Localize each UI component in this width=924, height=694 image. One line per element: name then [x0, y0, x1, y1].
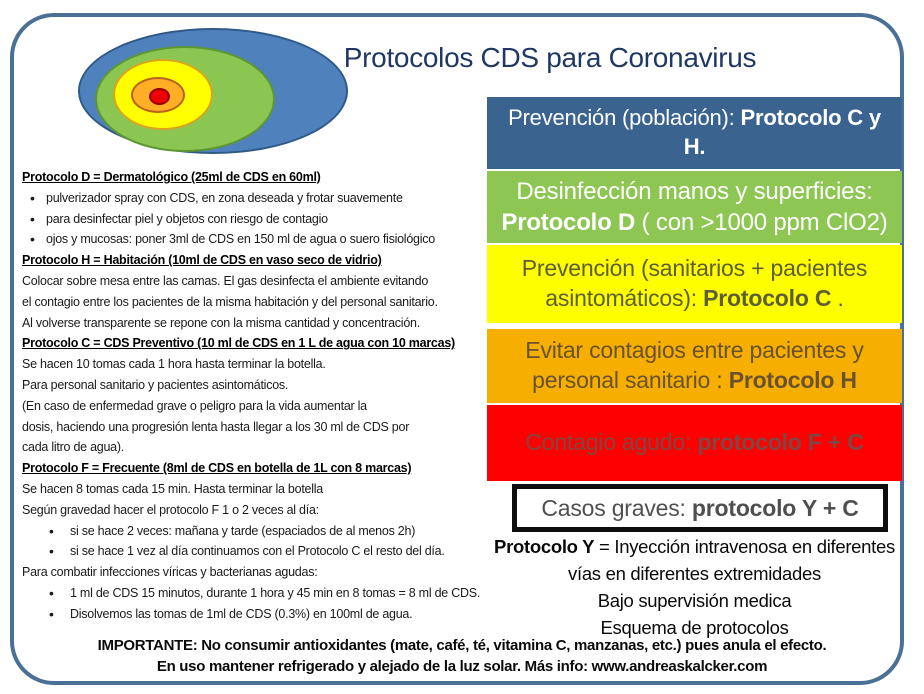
- box-text: Evitar contagios entre pacientes y personal sanitario :: [525, 337, 864, 393]
- box-protocol-label: Protocolo C: [703, 285, 832, 311]
- prevention-sanitary-box: Prevención (sanitarios + pacientes asintomáticos): Protocolo C .: [487, 245, 902, 323]
- protocol-h-text: Colocar sobre mesa entre las camas. El gas desinfecta el ambiente evitando: [22, 273, 429, 288]
- protocol-d-header: Protocolo D = Dermatológico (25ml de CDS en 60ml): [22, 170, 321, 184]
- protocol-h-header: Protocolo H = Habitación (10ml de CDS en vaso seco de vidrio): [22, 253, 382, 268]
- protocol-c-text: cada litro de agua).: [22, 440, 125, 455]
- protocol-c-text: dosis, haciendo una progresión lenta hasta llegar a los 30 ml de CDS por: [22, 419, 410, 434]
- box-text: Prevención (sanitarios + pacientes asintomáticos):: [521, 255, 868, 311]
- protocol-y-note: [487, 533, 902, 641]
- box-protocol-label: Protocolo D: [501, 209, 636, 236]
- acute-contagion-box: [487, 405, 902, 481]
- severe-cases-box: [512, 484, 888, 532]
- protocol-c-text: Para personal sanitario y pacientes asintomáticos.: [22, 377, 289, 392]
- infections-bullet: • 1 ml de CDS 15 minutos, durante 1 hora y 45 min en 8 tomas = 8 ml de CDS.: [22, 583, 492, 604]
- infections-bullet: • Disolvemos las tomas de 1ml de CDS (0.3%) en 100ml de agua.: [22, 604, 492, 625]
- protocol-d-bullet: • ojos y mucosas: poner 3ml de CDS en 150 ml de agua o suero fisiológico: [22, 229, 492, 250]
- protocol-c-text: Se hacen 10 tomas cada 1 hora hasta terminar la botella.: [22, 357, 326, 372]
- avoid-contagion-box: [487, 329, 902, 403]
- supervision-note: Bajo supervisión medica: [597, 590, 792, 611]
- infections-text: Para combatir infecciones víricas y bacterianas agudas:: [22, 565, 318, 580]
- protocol-y-description: Protocolo Y = Inyección intravenosa en diferentes vías en diferentes extremidades: [494, 536, 895, 584]
- storage-info: En uso mantener refrigerado y alejado de la luz solar. Más info: www.andreaskalcker.com: [156, 658, 768, 675]
- protocol-d-bullet: • para desinfectar piel y objetos con riesgo de contagio: [22, 209, 492, 230]
- box-protocol-label: protocolo F + C: [697, 429, 864, 456]
- venn-diagram: [68, 16, 360, 166]
- scheme-note: Esquema de protocolos: [600, 617, 789, 638]
- box-protocol-label: Protocolo H: [728, 367, 857, 393]
- important-warning: IMPORTANTE: No consumir antioxidantes (mate, café, té, vitamina C, manzanas, etc.) pues anula el efecto.: [97, 637, 827, 654]
- box-text: Prevención (población):: [508, 105, 741, 131]
- protocol-h-text: el contagio entre los pacientes de la misma habitación y del personal sanitario.: [22, 294, 438, 309]
- disinfection-box: Desinfección manos y superficies: Protocolo D ( con >1000 ppm ClO2): [487, 171, 902, 243]
- protocol-c-header: Protocolo C = CDS Preventivo (10 ml de CDS en 1 L de agua con 10 marcas): [22, 336, 455, 351]
- protocol-f-bullet: • si se hace 1 vez al día continuamos con el Protocolo C el resto del día.: [22, 541, 492, 562]
- protocol-c-text: (En caso de enfermedad grave o peligro para la vida aumentar la: [22, 398, 367, 413]
- protocol-f-text: Según gravedad hacer el protocolo F 1 o 2 veces al día:: [22, 502, 319, 517]
- box-text: Casos graves:: [541, 494, 692, 521]
- protocol-f-text: Se hacen 8 tomas cada 15 min. Hasta terminar la botella: [22, 481, 324, 496]
- protocol-f-header: Protocolo F = Frecuente (8ml de CDS en botella de 1L con 8 marcas): [22, 461, 412, 476]
- protocol-f-bullet: • si se hace 2 veces: mañana y tarde (espaciados de al menos 2h): [22, 521, 492, 542]
- prevention-population-box: [487, 97, 902, 169]
- venn-ring-red: [149, 88, 170, 105]
- box-protocol-label: protocolo Y + C: [691, 494, 859, 521]
- box-protocol-label: Protocolo C y H.: [683, 105, 881, 159]
- box-text: Desinfección manos y superficies:: [516, 177, 873, 205]
- protocol-d-bullet: • pulverizador spray con CDS, en zona deseada y frotar suavemente: [22, 188, 492, 209]
- page-title: Protocolos CDS para Coronavirus: [343, 42, 757, 73]
- protocol-h-text: Al volverse transparente se repone con la misma cantidad y concentración.: [22, 315, 420, 330]
- box-text: Contagio agudo:: [525, 429, 698, 456]
- protocol-descriptions: [22, 167, 492, 625]
